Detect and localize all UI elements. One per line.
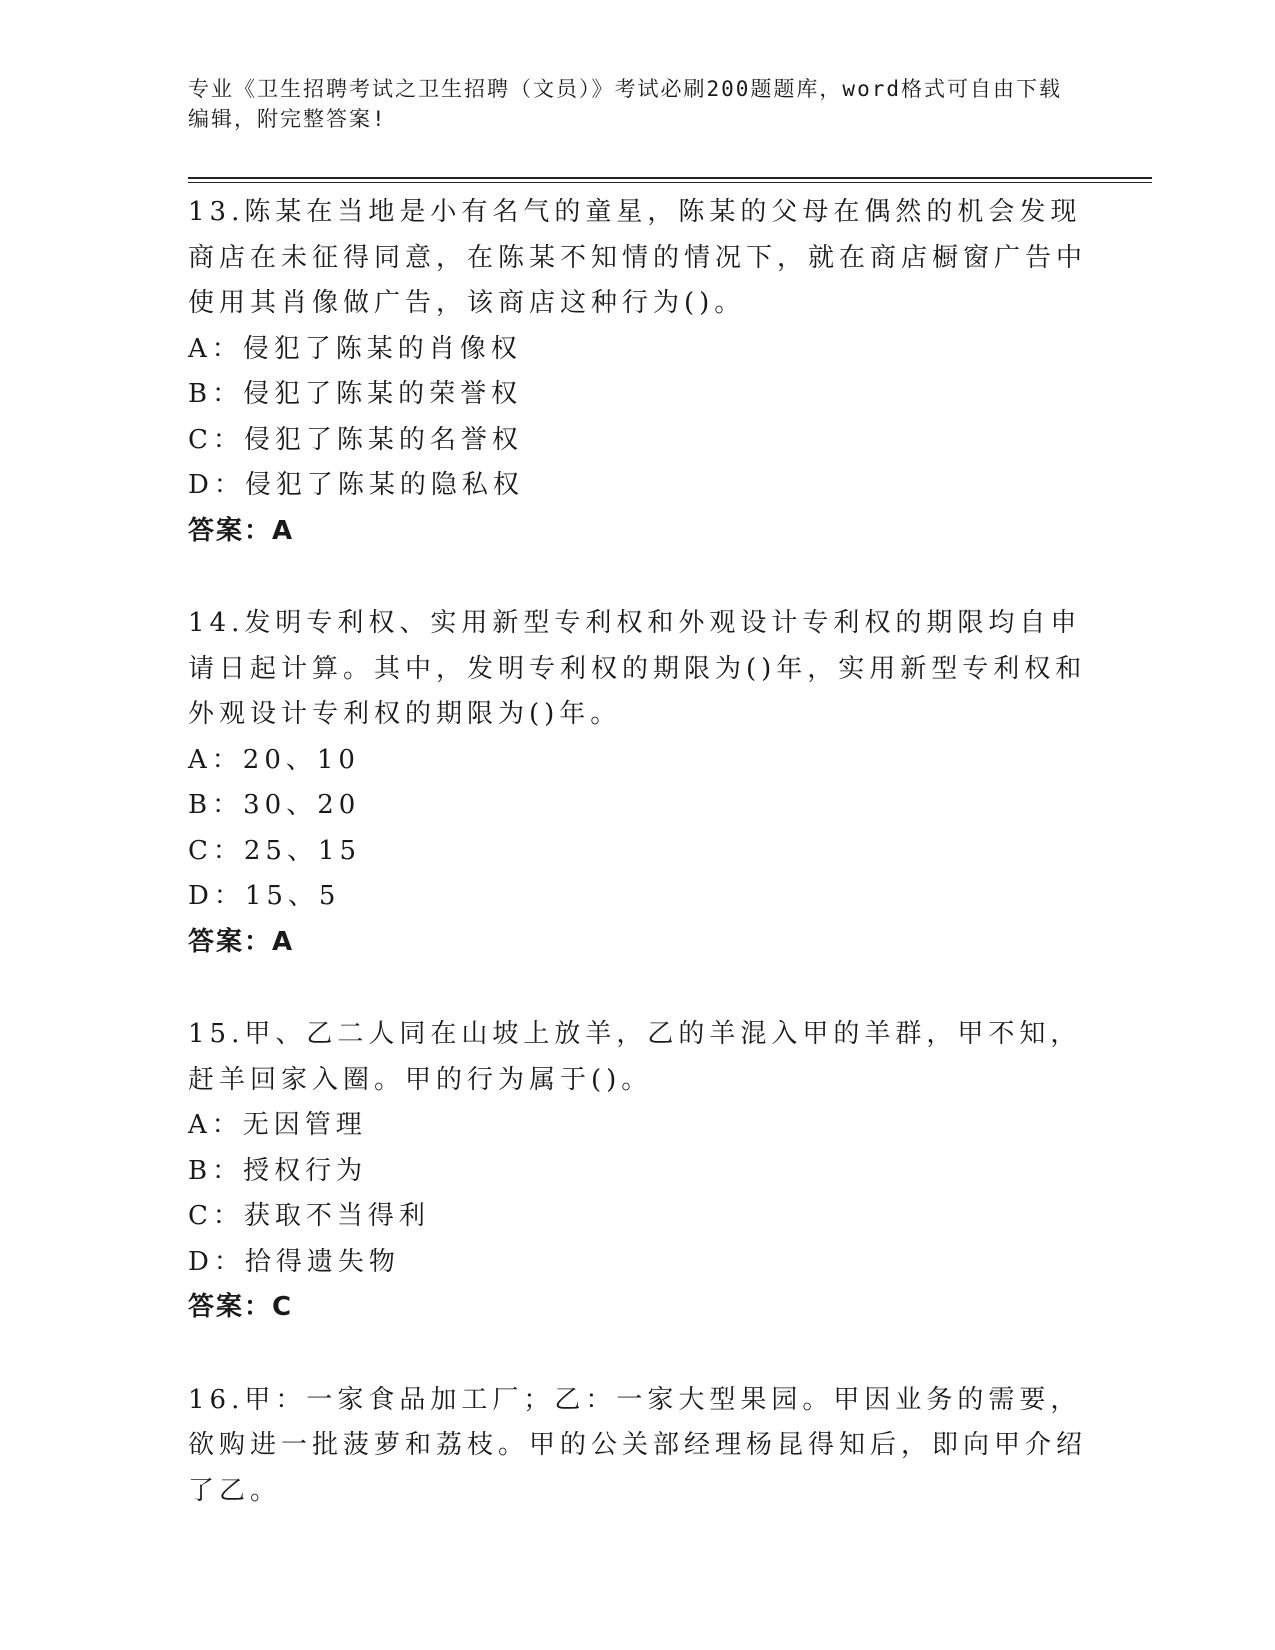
option-a: A：20、10 bbox=[188, 744, 360, 775]
option-a: A：无因管理 bbox=[188, 1110, 367, 1140]
option-b: B：授权行为 bbox=[188, 1155, 368, 1186]
question-text: 14.发明专利权、实用新型专利权和外观设计专利权的期限均自申请日起计算。其中，发明专利权的期限为()年，实用新型专利权和外观设计专利权的期限为()年。 bbox=[188, 608, 1087, 729]
option-b: B：30、20 bbox=[188, 790, 361, 820]
question-text: 16.甲：一家食品加工厂；乙：一家大型果园。甲因业务的需要，欲购进一批菠萝和荔枝。甲的公关部经理杨昆得知后，即向甲介绍了乙。 bbox=[188, 1384, 1088, 1506]
option-c: C：25、15 bbox=[188, 835, 362, 866]
option-d: D：侵犯了陈某的隐私权 bbox=[188, 470, 524, 500]
answer-line: 答案：A bbox=[188, 926, 295, 957]
question-13 bbox=[188, 190, 1088, 554]
answer-line: 答案：A bbox=[188, 515, 295, 546]
question-14 bbox=[188, 601, 1088, 965]
option-b: B：侵犯了陈某的荣誉权 bbox=[188, 379, 523, 409]
question-text: 15.甲、乙二人同在山坡上放羊，乙的羊混入甲的羊群，甲不知，赶羊回家入圈。甲的行为属于()。 bbox=[188, 1019, 1082, 1095]
option-d: D：拾得遗失物 bbox=[188, 1246, 400, 1277]
header-divider-thick bbox=[188, 177, 1152, 179]
question-15 bbox=[188, 1012, 1088, 1331]
option-d: D：15、5 bbox=[188, 881, 341, 911]
option-c: C：侵犯了陈某的名誉权 bbox=[188, 424, 523, 455]
answer-line: 答案：C bbox=[188, 1292, 294, 1322]
header-divider-thin bbox=[188, 182, 1152, 183]
option-a: A：侵犯了陈某的肖像权 bbox=[188, 333, 522, 364]
question-text: 13.陈某在当地是小有名气的童星，陈某的父母在偶然的机会发现商店在未征得同意，在陈某不知情的情况下，就在商店橱窗广告中使用其肖像做广告，该商店这种行为()。 bbox=[188, 197, 1088, 318]
option-c: C：获取不当得利 bbox=[188, 1201, 430, 1231]
document-header: 专业《卫生招聘考试之卫生招聘（文员）》考试必刷200题题库，word格式可自由下载编辑，附完整答案! bbox=[188, 77, 1062, 131]
question-16 bbox=[188, 1378, 1088, 1515]
question-list bbox=[188, 190, 1088, 1561]
